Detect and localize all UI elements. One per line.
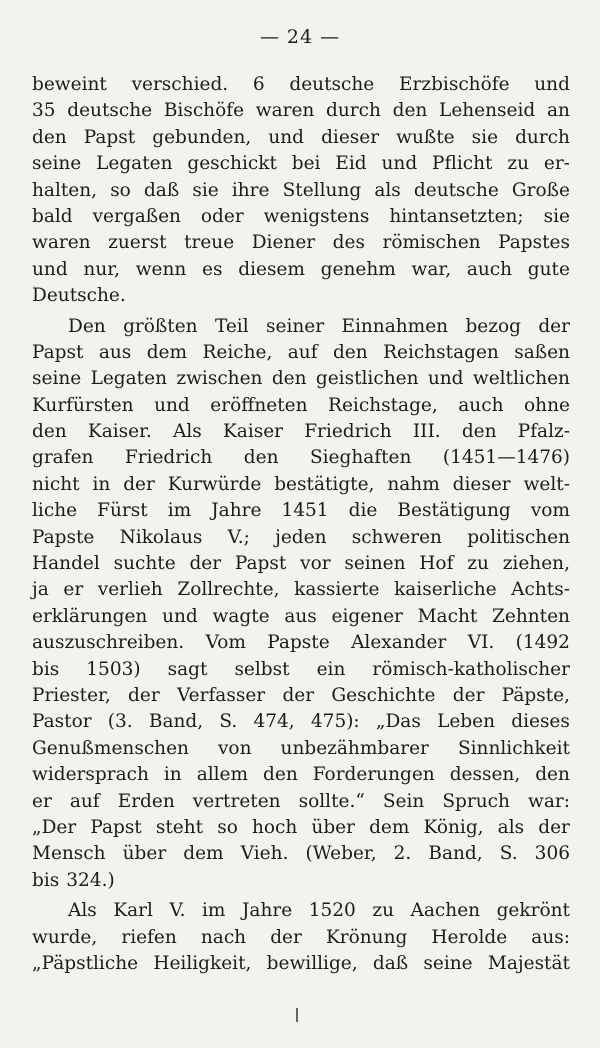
word: Zollrechte,	[177, 579, 280, 601]
word: über	[311, 816, 355, 838]
word: durch	[515, 126, 570, 148]
word: den	[461, 421, 497, 443]
body-text	[32, 72, 570, 977]
word: er	[32, 790, 52, 812]
word: der	[538, 816, 570, 838]
word: halten,	[32, 179, 98, 201]
word: aus	[284, 605, 317, 627]
text-line	[32, 98, 570, 124]
word: V.;	[227, 526, 250, 548]
word: an	[546, 100, 570, 122]
word: beweint	[32, 74, 107, 95]
word: Krönung	[325, 926, 408, 948]
word: welt-	[523, 473, 570, 495]
word: auf	[287, 341, 318, 363]
text-line	[32, 340, 570, 366]
word: gekrönt	[496, 900, 570, 922]
word: römisch-katholischer	[372, 658, 570, 680]
word: zu	[372, 900, 394, 922]
word: Karl	[113, 900, 153, 922]
word: dieser	[321, 126, 380, 148]
word: allem	[196, 764, 249, 786]
word: Spruch	[442, 790, 510, 812]
word: den	[392, 100, 428, 122]
page-number: — 24 —	[259, 26, 341, 48]
word: treue	[184, 232, 235, 254]
word: und	[427, 368, 464, 390]
text-line	[32, 868, 570, 894]
word: und	[32, 258, 68, 280]
word: wagte	[212, 605, 270, 627]
word: Band,	[148, 711, 204, 733]
word: Sein	[382, 790, 425, 812]
word: Diener	[251, 232, 316, 254]
word: Genußmenschen	[32, 737, 189, 759]
word: „Das	[375, 711, 421, 733]
word: selbst	[234, 658, 290, 680]
word: bewillige,	[266, 952, 358, 974]
text-line	[32, 762, 570, 788]
word: jeden	[275, 526, 327, 548]
word: 2.	[393, 843, 412, 865]
word: dieses	[511, 711, 570, 733]
word: genehm	[320, 258, 396, 280]
word: VI.	[467, 632, 495, 654]
word: über	[122, 843, 167, 865]
word: zuerst	[108, 232, 167, 254]
word: ohne	[524, 394, 570, 416]
text-line	[32, 815, 570, 841]
word: der	[189, 553, 222, 575]
word: König,	[423, 816, 484, 838]
word: geschickt	[187, 153, 277, 175]
word: Geschichte	[331, 684, 436, 706]
text-line	[32, 498, 570, 524]
word: hoch	[251, 816, 298, 838]
word: 324.)	[66, 869, 115, 891]
word: sie	[543, 205, 570, 227]
text-line	[32, 525, 570, 551]
word: der	[123, 473, 155, 495]
footer-mark	[296, 1008, 298, 1022]
word: durch	[326, 100, 381, 122]
word: und	[268, 126, 305, 148]
word: Reiche,	[202, 341, 273, 363]
word: daß	[143, 179, 180, 201]
word: deutsche	[67, 100, 153, 122]
word: Majestät	[487, 952, 570, 974]
word: in	[163, 764, 182, 786]
word: in	[92, 473, 111, 495]
word: auch	[458, 394, 504, 416]
word: Hof	[419, 553, 454, 575]
word: Vieh.	[240, 843, 289, 865]
word: vom	[530, 500, 570, 522]
word: nahm	[387, 473, 440, 495]
word: 1451	[281, 500, 329, 522]
word: dem	[146, 341, 188, 363]
word: er	[63, 579, 84, 601]
word: S.	[499, 843, 518, 865]
word: 474,	[253, 711, 295, 733]
word: 1520	[308, 900, 356, 922]
word: bis	[32, 658, 60, 680]
word: politischen	[467, 526, 570, 548]
word: kassierte	[294, 579, 380, 601]
word: römischen	[382, 232, 481, 254]
word: Kaiser.	[87, 421, 152, 443]
word: Den	[68, 315, 106, 337]
text-line	[32, 657, 570, 683]
word: grafen	[32, 447, 94, 469]
word: ihre	[231, 179, 270, 201]
word: zu	[467, 553, 489, 575]
word: größten	[123, 315, 198, 337]
word: Reichstage,	[328, 394, 438, 416]
word: bald	[32, 205, 73, 227]
word: auszuschreiben.	[32, 632, 185, 654]
text-line	[32, 630, 570, 656]
word: wurde,	[32, 926, 98, 948]
word: schweren	[351, 526, 442, 548]
word: eröffneten	[210, 394, 308, 416]
word: es	[202, 258, 223, 280]
word: suchte	[113, 553, 176, 575]
word: Pflicht	[432, 153, 493, 175]
word: Einnahmen	[341, 315, 449, 337]
word: Reichstagen	[383, 341, 499, 363]
word: deutsche	[289, 74, 375, 95]
text-line	[32, 683, 570, 709]
word: Zehnten	[492, 605, 570, 627]
word: sie	[192, 179, 219, 201]
word: Sinnlichkeit	[457, 737, 570, 759]
word: Papste	[267, 632, 330, 654]
word: und	[162, 605, 198, 627]
word: riefen	[121, 926, 177, 948]
word: Aachen	[410, 900, 481, 922]
word: Päpste,	[501, 684, 570, 706]
word: Papst	[83, 126, 136, 148]
word: Priester,	[32, 684, 111, 706]
word: Bischöfe	[163, 100, 245, 122]
word: nicht	[32, 473, 80, 495]
word: Teil	[214, 315, 249, 337]
word: Papste	[32, 526, 95, 548]
word: wenigstens	[263, 205, 370, 227]
word: sagt	[167, 658, 208, 680]
word: er-	[543, 153, 570, 175]
word: eigener	[331, 605, 403, 627]
word: im	[167, 500, 192, 522]
word: Macht	[417, 605, 478, 627]
word: den	[243, 447, 279, 469]
word: unbezähmbarer	[280, 737, 429, 759]
word: erklärungen	[32, 605, 148, 627]
word: Papst	[90, 816, 142, 838]
word: ja	[32, 579, 49, 601]
text-line	[32, 151, 570, 177]
word: Legaten	[90, 368, 167, 390]
text-line	[32, 789, 570, 815]
word: Lehenseid	[439, 100, 536, 122]
text-line	[32, 577, 570, 603]
word: dem	[183, 843, 224, 865]
word: 1503)	[86, 658, 141, 680]
word: Band,	[428, 843, 483, 865]
word: Friedrich	[304, 421, 392, 443]
word: seine	[32, 153, 82, 175]
word: Fürst	[97, 500, 148, 522]
word: bezog	[465, 315, 521, 337]
word: nur,	[83, 258, 120, 280]
word: der	[128, 684, 160, 706]
word: zwischen	[176, 368, 263, 390]
text-line	[32, 125, 570, 151]
word: Als	[68, 900, 97, 922]
word: 6	[252, 74, 265, 95]
word: Achts-	[511, 579, 570, 601]
word: Pastor	[32, 711, 92, 733]
text-line	[32, 419, 570, 445]
word: und	[534, 74, 570, 95]
word: diesem	[238, 258, 305, 280]
word: den	[271, 368, 307, 390]
word: 306	[534, 843, 570, 865]
word: Stellung	[282, 179, 362, 201]
word: den	[263, 764, 298, 786]
text-line	[32, 204, 570, 230]
word: Heiligkeit,	[153, 952, 252, 974]
word: auf	[69, 790, 100, 812]
word: auch	[466, 258, 513, 280]
word: Erden	[117, 790, 175, 812]
word: Verfasser	[177, 684, 266, 706]
word: Papst	[32, 341, 84, 363]
word: der	[452, 684, 485, 706]
text-line	[32, 178, 570, 204]
word: Jahre	[211, 500, 262, 522]
word: deutsche	[413, 179, 499, 201]
word: Kaiser	[222, 421, 284, 443]
word: gute	[527, 258, 570, 280]
word: „Der	[32, 816, 77, 838]
word: als	[374, 179, 401, 201]
word: Jahre	[242, 900, 293, 922]
word: (Weber,	[305, 843, 377, 865]
word: waren	[32, 232, 91, 254]
word: Nikolaus	[119, 526, 203, 548]
word: kaiserliche	[394, 579, 497, 601]
word: widersprach	[32, 764, 149, 786]
text-line	[32, 230, 570, 256]
text-line	[32, 898, 570, 924]
word: S.	[219, 711, 238, 733]
word: als	[497, 816, 525, 838]
word: Legaten	[96, 153, 173, 175]
word: Bestätigung	[397, 500, 511, 522]
word: Mensch	[32, 843, 106, 865]
text-line	[32, 604, 570, 630]
word: liche	[32, 500, 78, 522]
word: so	[110, 179, 131, 201]
word: nach	[200, 926, 247, 948]
word: war:	[527, 790, 570, 812]
text-line	[32, 925, 570, 951]
word: geistlichen	[315, 368, 419, 390]
word: der	[538, 315, 570, 337]
word: saßen	[514, 341, 570, 363]
word: bestätigte,	[274, 473, 375, 495]
word: sie	[471, 126, 499, 148]
text-line	[32, 472, 570, 498]
text-line	[32, 445, 570, 471]
word: (3.	[107, 711, 133, 733]
word: des	[332, 232, 365, 254]
word: Sieghaften	[309, 447, 412, 469]
word: Friedrich	[124, 447, 213, 469]
word: 475):	[310, 711, 360, 733]
paragraph	[32, 72, 570, 310]
word: „Päpstliche	[32, 952, 139, 974]
word: III.	[412, 421, 441, 443]
text-line	[32, 72, 570, 98]
word: seine	[423, 952, 473, 974]
word: vergaßen	[92, 205, 181, 227]
word: dieser	[452, 473, 511, 495]
text-line	[32, 951, 570, 977]
word: daß	[372, 952, 409, 974]
word: und	[381, 153, 418, 175]
word: der	[282, 684, 315, 706]
word: oder	[200, 205, 244, 227]
word: vertreten	[192, 790, 281, 812]
word: 35	[32, 100, 56, 122]
word: den	[535, 764, 570, 786]
word: V.	[169, 900, 186, 922]
word: Papst	[234, 553, 287, 575]
word: verlieh	[97, 579, 163, 601]
word: sollte.“	[298, 790, 365, 812]
word: dessen,	[449, 764, 521, 786]
word: Große	[511, 179, 570, 201]
word: den	[32, 126, 67, 148]
paragraph	[32, 314, 570, 895]
word: dem	[369, 816, 410, 838]
word: aus:	[531, 926, 570, 948]
word: die	[348, 500, 378, 522]
word: seiner	[266, 315, 325, 337]
text-line	[32, 283, 570, 309]
word: Kurwürde	[167, 473, 262, 495]
word: von	[217, 737, 252, 759]
word: seine	[32, 368, 82, 390]
word: Deutsche.	[32, 285, 126, 307]
text-line	[32, 366, 570, 392]
text-line	[32, 736, 570, 762]
word: hintansetzten;	[389, 205, 524, 227]
word: so	[217, 816, 238, 838]
word: Papstes	[498, 232, 570, 254]
word: bis	[32, 869, 60, 891]
word: vor	[300, 553, 331, 575]
word: war,	[411, 258, 452, 280]
word: Als	[173, 421, 202, 443]
word: im	[202, 900, 226, 922]
text-line	[32, 257, 570, 283]
word: ziehen,	[502, 553, 570, 575]
word: Herolde	[431, 926, 508, 948]
word: den	[332, 341, 368, 363]
text-line	[32, 841, 570, 867]
word: gebunden,	[152, 126, 252, 148]
word: waren	[255, 100, 315, 122]
word: verschied.	[131, 74, 229, 95]
word: Pfalz-	[517, 421, 570, 443]
text-line	[32, 393, 570, 419]
word: wenn	[135, 258, 187, 280]
word: wußte	[396, 126, 455, 148]
word: Leben	[437, 711, 496, 733]
word: Vom	[205, 632, 246, 654]
word: weltlichen	[472, 368, 570, 390]
text-line	[32, 709, 570, 735]
word: Kurfürsten	[32, 394, 134, 416]
text-line	[32, 551, 570, 577]
word: und	[154, 394, 190, 416]
word: Erzbischöfe	[398, 74, 510, 95]
word: steht	[155, 816, 204, 838]
word: Alexander	[351, 632, 447, 654]
paragraph	[32, 898, 570, 977]
word: den	[32, 421, 67, 443]
word: aus	[98, 341, 132, 363]
word: Forderungen	[312, 764, 435, 786]
word: der	[270, 926, 302, 948]
text-line	[32, 314, 570, 340]
word: ein	[316, 658, 346, 680]
word: (1492	[515, 632, 570, 654]
word: seinen	[344, 553, 406, 575]
word: Eid	[335, 153, 367, 175]
word: zu	[507, 153, 530, 175]
word: bei	[291, 153, 321, 175]
word: Handel	[32, 553, 100, 575]
word: (1451—1476)	[442, 447, 570, 469]
